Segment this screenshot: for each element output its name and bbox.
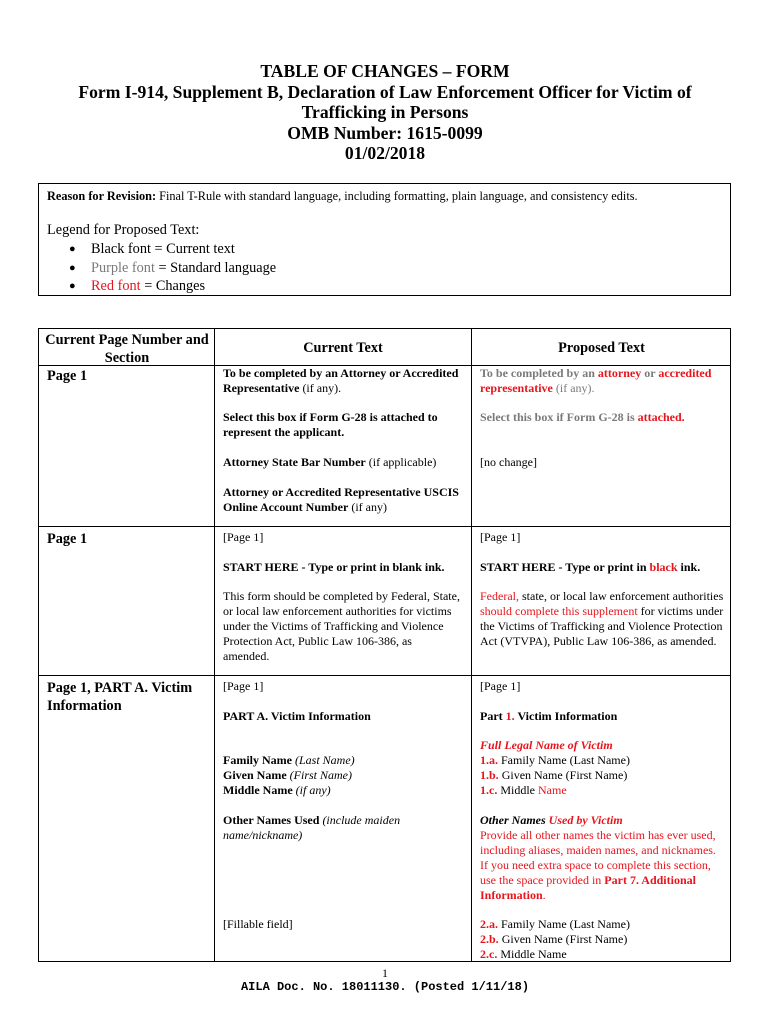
header-form-name-cont: Trafficking in Persons bbox=[301, 102, 469, 122]
current-text: Given Name bbox=[223, 768, 287, 782]
current-line bbox=[223, 783, 461, 798]
changes-table bbox=[38, 328, 731, 962]
proposed-text: should complete this supplement bbox=[480, 604, 638, 618]
proposed-line bbox=[480, 917, 726, 932]
proposed-text: or bbox=[641, 366, 659, 380]
current-line bbox=[223, 768, 461, 783]
header-form-name: Form I-914, Supplement B, Declaration of Law Enforcement Officer for Victim of bbox=[78, 81, 692, 102]
proposed-text: Middle bbox=[497, 783, 538, 797]
document-header bbox=[0, 61, 770, 164]
proposed-text-cell bbox=[480, 813, 726, 903]
proposed-text-cell bbox=[480, 709, 726, 724]
page-number: 1 bbox=[382, 966, 388, 980]
bullet-icon: ● bbox=[69, 280, 76, 292]
current-text-cell: [Page 1] bbox=[223, 530, 264, 544]
legend-key: Red font bbox=[91, 278, 141, 294]
row-section-label: Page 1, PART A. Victim Information bbox=[47, 680, 193, 714]
proposed-text-cell bbox=[480, 560, 726, 575]
proposed-line bbox=[480, 753, 726, 768]
proposed-text: 1.a. bbox=[480, 753, 498, 767]
row-divider bbox=[39, 675, 730, 676]
proposed-text: Name bbox=[538, 783, 567, 797]
proposed-text-cell bbox=[480, 366, 726, 396]
current-text-cell bbox=[223, 366, 461, 396]
column-header-current: Current Text bbox=[303, 340, 383, 356]
proposed-text: attorney bbox=[597, 366, 642, 380]
proposed-text: (if any). bbox=[552, 381, 595, 395]
proposed-text: Select this box if Form G-28 is bbox=[480, 410, 638, 424]
current-text: (if any) bbox=[292, 783, 331, 797]
legend-title: Legend for Proposed Text: bbox=[47, 222, 200, 238]
legend-key: Purple font bbox=[91, 260, 155, 276]
proposed-text: . bbox=[542, 888, 546, 902]
proposed-text-cell: [Page 1] bbox=[480, 679, 521, 693]
proposed-text: Family Name (Last Name) bbox=[498, 753, 630, 767]
legend-desc: = Current text bbox=[150, 241, 235, 257]
row-section-label: Page 1 bbox=[47, 368, 88, 384]
row-section-label: Page 1 bbox=[47, 531, 88, 547]
column-header-proposed: Proposed Text bbox=[558, 340, 645, 356]
proposed-text: Full Legal Name of Victim bbox=[480, 738, 613, 752]
column-divider bbox=[471, 329, 472, 961]
proposed-text: accredited representative bbox=[480, 366, 712, 395]
proposed-text: Federal, bbox=[480, 589, 519, 603]
current-text: Attorney State Bar Number bbox=[223, 455, 366, 469]
proposed-text: 2.a. bbox=[480, 917, 498, 931]
proposed-text: Given Name (First Name) bbox=[498, 932, 628, 946]
proposed-line bbox=[480, 947, 726, 962]
current-line bbox=[223, 753, 461, 768]
proposed-text-cell: [Page 1] bbox=[480, 530, 521, 544]
current-text-cell bbox=[223, 813, 461, 843]
revision-box bbox=[38, 183, 731, 296]
proposed-text: Family Name (Last Name) bbox=[498, 917, 630, 931]
proposed-text-cell bbox=[480, 917, 726, 962]
current-text: (Last Name) bbox=[291, 753, 355, 767]
proposed-text: Victim Information bbox=[514, 709, 618, 723]
current-text-cell: PART A. Victim Information bbox=[223, 709, 371, 723]
proposed-line bbox=[480, 932, 726, 947]
proposed-text: Part 7. Additional Information bbox=[480, 873, 696, 902]
proposed-text-cell: [no change] bbox=[480, 455, 537, 469]
current-text: (if applicable) bbox=[365, 455, 437, 469]
proposed-text: 1. bbox=[505, 709, 515, 723]
proposed-text-cell bbox=[480, 589, 726, 649]
legend-desc: = Changes bbox=[140, 278, 206, 294]
current-text-cell: [Fillable field] bbox=[223, 917, 293, 931]
current-text-cell bbox=[223, 485, 461, 515]
current-text: Other Names Used bbox=[223, 813, 320, 827]
proposed-text: 2.c. bbox=[480, 947, 498, 961]
revision-label: Reason for Revision: bbox=[47, 189, 157, 203]
proposed-text-cell bbox=[480, 738, 726, 798]
proposed-text: attached. bbox=[637, 410, 685, 424]
proposed-text: for victims under the Victims of Trafficking and Violence Protection Act (VTVPA), Public Law 106-386, as amended. bbox=[480, 604, 724, 648]
legend-item-black bbox=[69, 241, 235, 258]
current-text-cell: [Page 1] bbox=[223, 679, 264, 693]
legend-item-red bbox=[69, 278, 205, 295]
bullet-icon: ● bbox=[69, 262, 76, 274]
current-text: To be completed by an Attorney or Accredited Representative bbox=[223, 366, 459, 395]
current-text-cell bbox=[223, 753, 461, 798]
legend-key: Black font bbox=[91, 241, 151, 257]
proposed-text: To be completed by an bbox=[480, 366, 598, 380]
legend-item-purple bbox=[69, 260, 276, 277]
header-date: 01/02/2018 bbox=[344, 143, 426, 163]
proposed-text: Given Name (First Name) bbox=[498, 768, 628, 782]
proposed-text: Part bbox=[480, 709, 506, 723]
current-text: (First Name) bbox=[286, 768, 352, 782]
current-text: Middle Name bbox=[223, 783, 293, 797]
current-text: (if any) bbox=[348, 500, 387, 514]
current-text: (include maiden name/nickname) bbox=[223, 813, 401, 842]
proposed-line bbox=[480, 768, 726, 783]
column-divider bbox=[214, 329, 215, 961]
row-divider bbox=[39, 526, 730, 527]
current-text-cell: This form should be completed by Federal, State, or local law enforcement authorities for victims under the Victims of Trafficking and Violence Protection Act, Public Law 106-386, as amended. bbox=[223, 589, 460, 663]
proposed-text: Other Names bbox=[480, 813, 549, 827]
current-text-cell: Select this box if Form G-28 is attached to represent the applicant. bbox=[223, 410, 438, 439]
proposed-text: Middle Name bbox=[497, 947, 567, 961]
header-omb-number: OMB Number: 1615-0099 bbox=[287, 122, 483, 143]
proposed-text: Provide all other names the victim has ever used, including aliases, maiden names, and nicknames. If you need extra space to complete this section, use the space provided in bbox=[480, 828, 716, 887]
proposed-text: 1.c. bbox=[480, 783, 498, 797]
proposed-line bbox=[480, 783, 726, 798]
document-footer: AILA Doc. No. 18011130. (Posted 1/11/18) bbox=[240, 980, 530, 994]
proposed-text: 1.b. bbox=[480, 768, 499, 782]
revision-reason bbox=[47, 189, 638, 204]
current-text-cell: START HERE - Type or print in blank ink. bbox=[223, 560, 445, 574]
bullet-icon: ● bbox=[69, 243, 76, 255]
legend-desc: = Standard language bbox=[154, 260, 277, 276]
revision-text: Final T-Rule with standard language, including formatting, plain language, and consistency edits. bbox=[156, 189, 638, 203]
proposed-text: START HERE - Type or print in bbox=[480, 560, 650, 574]
proposed-text-cell bbox=[480, 410, 726, 425]
current-text: Attorney or Accredited Representative USCIS Online Account Number bbox=[223, 485, 459, 514]
current-text-cell bbox=[223, 455, 461, 470]
header-title: TABLE OF CHANGES – FORM bbox=[260, 61, 510, 81]
proposed-text: ink. bbox=[677, 560, 701, 574]
column-header-section: Current Page Number and Section bbox=[45, 332, 209, 366]
proposed-text: Used by Victim bbox=[548, 813, 623, 827]
current-text: Family Name bbox=[223, 753, 292, 767]
proposed-text: black bbox=[649, 560, 678, 574]
proposed-text: 2.b. bbox=[480, 932, 499, 946]
proposed-text: state, or local law enforcement authorities bbox=[518, 589, 724, 603]
current-text: (if any). bbox=[299, 381, 342, 395]
